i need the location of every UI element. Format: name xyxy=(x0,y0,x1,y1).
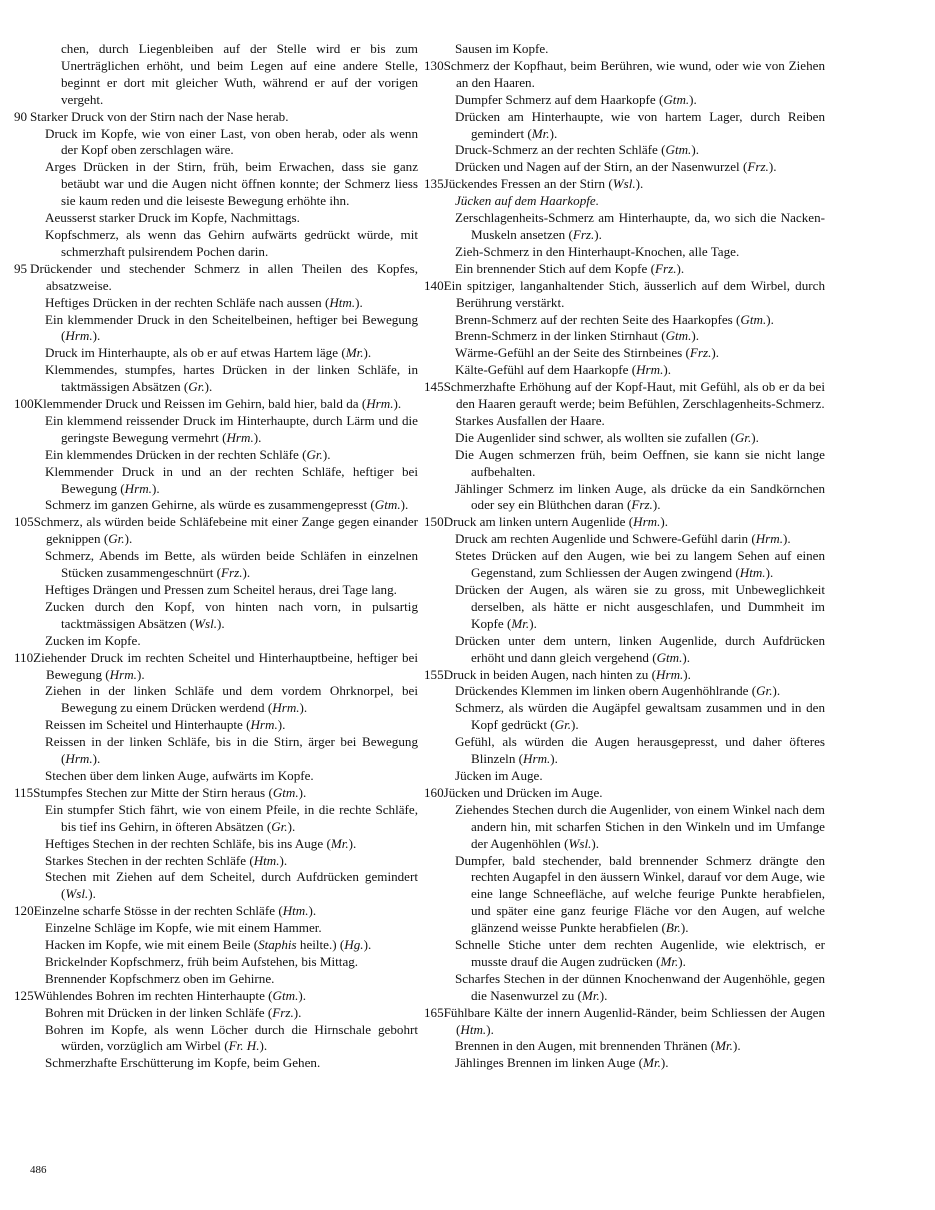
entry-text: Ein spitziger, langanhaltender Stich, äusserlich auf dem Wirbel, durch Berührung verstärkt. xyxy=(443,277,825,310)
entry-text: Brickelnder Kopfschmerz, früh beim Aufstehen, bis Mittag. xyxy=(45,953,359,969)
entry-text: Zieh-Schmerz in den Hinterhaupt-Knochen, alle Tage. xyxy=(455,243,740,259)
entry-text: Drückender und stechender Schmerz in allen Theilen des Kopfes, absatzweise. xyxy=(30,260,418,293)
entry-text: Druck am rechten Augenlide und Schwere-Gefühl darin (Hrm.). xyxy=(455,531,791,547)
symptom-entry xyxy=(30,853,418,870)
entry-number: 165 xyxy=(424,1004,444,1020)
entry-text: chen, durch Liegenbleiben auf der Stelle wird er bis zum Unerträglichen erhöht, und beim Legen auf eine andere Stelle, beginnt er dort mit gleicher Wuth, während er auf der vorigen vergeht. xyxy=(61,41,418,107)
entry-text: Jählinger Schmerz im linken Auge, als drücke da ein Sandkörnchen oder sey ein Blüthchen daran (Frz.). xyxy=(455,480,825,513)
symptom-entry xyxy=(440,210,825,244)
symptom-entry xyxy=(30,345,418,362)
entry-text: Aeusserst starker Druck im Kopfe, Nachmittags. xyxy=(45,210,300,226)
symptom-entry xyxy=(30,548,418,582)
symptom-entry xyxy=(440,1038,825,1055)
symptom-entry xyxy=(440,683,825,700)
symptom-entry xyxy=(30,362,418,396)
entry-number: 145 xyxy=(424,379,444,395)
entry-text: Kälte-Gefühl auf dem Haarkopfe (Hrm.). xyxy=(455,362,671,378)
entry-number: 155 xyxy=(424,666,444,682)
symptom-entry: 95Drückender und stechender Schmerz in allen Theilen des Kopfes, absatzweise. xyxy=(14,260,418,293)
entry-text: Bohren mit Drücken in der linken Schläfe (Frz.). xyxy=(45,1004,302,1020)
symptom-entry xyxy=(440,142,825,159)
symptom-entry xyxy=(440,531,825,548)
symptom-entry xyxy=(440,1055,825,1072)
left-column xyxy=(14,41,418,1072)
entry-text: Zucken durch den Kopf, von hinten nach vorn, in pulsartig tacktmässigen Absätzen (Wsl.). xyxy=(45,598,418,631)
entry-text: Starkes Stechen in der rechten Schläfe (Htm.). xyxy=(45,852,288,868)
entry-text: Ziehendes Stechen durch die Augenlider, von einem Winkel nach dem andern hin, mit scharfen Stichen in den Winkeln und im Umfange der Augenhöhlen (Wsl.). xyxy=(455,801,825,851)
symptom-entry xyxy=(440,582,825,633)
entry-text: Drücken unter dem untern, linken Augenlide, durch Aufdrücken erhöht und dann gleich vergehend (Gtm.). xyxy=(455,632,825,665)
symptom-entry xyxy=(440,362,825,379)
entry-text: Hacken im Kopfe, wie mit einem Beile (Staphis heilte.) (Hg.). xyxy=(45,937,372,953)
entry-text: Wühlendes Bohren im rechten Hinterhaupte (Gtm.). xyxy=(33,987,307,1003)
symptom-entry xyxy=(424,277,825,312)
symptom-entry xyxy=(14,649,418,684)
symptom-entry xyxy=(424,379,825,413)
symptom-entry xyxy=(424,1004,825,1039)
symptom-entry xyxy=(440,345,825,362)
entry-text: Schmerz im ganzen Gehirne, als würde es zusammengepresst (Gtm.). xyxy=(45,497,409,513)
symptom-entry: 90Starker Druck von der Stirn nach der Nase herab. xyxy=(14,108,289,124)
symptom-entry xyxy=(440,548,825,582)
symptom-entry xyxy=(30,582,418,599)
symptom-entry xyxy=(424,57,825,92)
entry-text: Dumpfer, bald stechender, bald brennender Schmerz drängte den rechten Augapfel in den äussern Winkel, darauf vor dem Auge, wie eine lange Schneefläche, auf welche feurige Punkte herabfielen, und später eine ganz feurige Fläche vor den Augen, auf welche glänzend weisse Punkte herabfielen (Br.). xyxy=(455,852,825,936)
entry-text: Ziehender Druck im rechten Scheitel und Hinterhauptbeine, heftiger bei Bewegung (Hrm.). xyxy=(33,649,418,682)
symptom-entry xyxy=(440,41,825,58)
entry-text: Sausen im Kopfe. xyxy=(455,41,549,56)
symptom-entry xyxy=(30,971,418,988)
symptom-entry xyxy=(30,1055,418,1072)
symptom-entry xyxy=(30,1005,418,1022)
entry-text: Zucken im Kopfe. xyxy=(45,632,141,648)
entry-text: Ein klemmendes Drücken in der rechten Schläfe (Gr.). xyxy=(45,446,331,462)
symptom-entry xyxy=(440,328,825,345)
symptom-entry xyxy=(30,159,418,210)
entry-text: Fühlbare Kälte der innern Augenlid-Ränder, beim Schliessen der Augen (Htm.). xyxy=(443,1004,825,1037)
entry-text: Ziehen in der linken Schläfe und dem vordem Ohrknorpel, bei Bewegung zu einem Drücken werdend (Hrm.). xyxy=(45,683,418,716)
entry-number: 150 xyxy=(424,514,444,530)
entry-number: 125 xyxy=(14,987,34,1003)
entry-text: Klemmender Druck und Reissen im Gehirn, bald hier, bald da (Hrm.). xyxy=(33,396,402,412)
symptom-entry xyxy=(30,1022,418,1056)
symptom-entry xyxy=(30,802,418,836)
symptom-entry xyxy=(440,430,825,447)
entry-number: 100 xyxy=(14,396,34,412)
symptom-entry xyxy=(14,396,418,413)
symptom-entry xyxy=(424,514,825,531)
symptom-entry xyxy=(30,599,418,633)
symptom-entry xyxy=(440,261,825,278)
entry-text: Heftiges Stechen in der rechten Schläfe, bis ins Auge (Mr.). xyxy=(45,835,357,851)
symptom-entry xyxy=(30,295,418,312)
entry-text: Druck im Kopfe, wie von einer Last, von oben herab, oder als wenn der Kopf oben zerschlagen wäre. xyxy=(45,125,418,158)
symptom-entry xyxy=(14,784,418,802)
entry-text: Zerschlagenheits-Schmerz am Hinterhaupte, da, wo sich die Nacken-Muskeln ansetzen (Frz.). xyxy=(455,210,825,242)
symptom-entry xyxy=(30,312,418,346)
entry-number: 140 xyxy=(424,277,444,293)
symptom-entry xyxy=(440,159,825,176)
entry-text: Drückendes Klemmen im linken obern Augenhöhlrande (Gr.). xyxy=(455,683,781,699)
entry-text: Schmerz, als würden beide Schläfebeine mit einer Zange gegen einander geknippen (Gr.). xyxy=(33,514,418,547)
entry-text: Reissen im Scheitel und Hinterhaupte (Hrm.). xyxy=(45,717,286,733)
entry-number: 120 xyxy=(14,903,34,919)
symptom-entry xyxy=(30,869,418,903)
entry-text: Schmerz, als würden die Augäpfel gewaltsam zusammen und in den Kopf gedrückt (Gr.). xyxy=(455,700,825,733)
symptom-entry xyxy=(30,464,418,498)
symptom-entry xyxy=(440,734,825,768)
entry-text: Arges Drücken in der Stirn, früh, beim Erwachen, dass sie ganz betäubt war und die Augen nicht öffnen konnte; der Schmerz liess sie kaum reden und die leiseste Bewegung erhöhte ihn. xyxy=(45,159,418,209)
symptom-entry xyxy=(440,937,825,971)
entry-text: Druck im Hinterhaupte, als ob er auf etwas Hartem läge (Mr.). xyxy=(45,345,372,361)
symptom-entry xyxy=(424,784,825,802)
entry-text: Ein klemmender Druck in den Scheitelbeinen, heftiger bei Bewegung (Hrm.). xyxy=(45,311,418,344)
entry-text: Schmerzhafte Erschütterung im Kopfe, beim Gehen. xyxy=(45,1055,321,1071)
entry-text: Ein brennender Stich auf dem Kopfe (Frz.). xyxy=(455,260,685,276)
entry-text: Die Augen schmerzen früh, beim Oeffnen, sie kann sie nicht lange aufbehalten. xyxy=(455,446,825,479)
entry-text: Einzelne scharfe Stösse in der rechten Schläfe (Htm.). xyxy=(33,903,317,919)
entry-text: Drücken und Nagen auf der Stirn, an der Nasenwurzel (Frz.). xyxy=(455,159,777,175)
entry-text: Kopfschmerz, als wenn das Gehirn aufwärts gedrückt würde, mit schmerzhaft pulsirendem Pochen darin. xyxy=(45,226,418,259)
entry-text: Jählinges Brennen im linken Auge (Mr.). xyxy=(455,1055,669,1071)
symptom-entry xyxy=(30,920,418,937)
symptom-entry xyxy=(30,413,418,447)
right-column xyxy=(424,41,825,1072)
entry-text: Einzelne Schläge im Kopfe, wie mit einem Hammer. xyxy=(45,920,322,936)
entry-text: Jücken und Drücken im Auge. xyxy=(443,784,603,800)
entry-text: Druck-Schmerz an der rechten Schläfe (Gtm.). xyxy=(455,142,699,158)
symptom-entry xyxy=(440,193,825,210)
entry-number: 115 xyxy=(14,784,34,800)
symptom-entry xyxy=(440,244,825,261)
symptom-entry xyxy=(30,210,418,227)
entry-text: Brenn-Schmerz auf der rechten Seite des Haarkopfes (Gtm.). xyxy=(455,311,774,327)
page-number: 486 xyxy=(30,1164,47,1176)
symptom-entry xyxy=(30,768,418,785)
symptom-entry xyxy=(440,971,825,1005)
entry-number: 160 xyxy=(424,784,444,800)
symptom-entry xyxy=(30,227,418,261)
entry-text: Druck in beiden Augen, nach hinten zu (Hrm.). xyxy=(443,666,691,682)
symptom-entry xyxy=(440,109,825,143)
symptom-entry xyxy=(440,481,825,515)
entry-number: 135 xyxy=(424,176,444,192)
entry-text: Ein klemmend reissender Druck im Hinterhaupte, durch Lärm und die geringste Bewegung vermehrt (Hrm.). xyxy=(45,412,418,445)
entry-text: Ein stumpfer Stich fährt, wie von einem Pfeile, in die rechte Schläfe, bis tief ins Gehirn, in öfteren Absätzen (Gr.). xyxy=(45,801,418,834)
symptom-entry xyxy=(30,836,418,853)
symptom-entry xyxy=(440,92,825,109)
entry-text: Stumpfes Stechen zur Mitte der Stirn heraus (Gtm.). xyxy=(33,784,307,800)
symptom-entry xyxy=(30,633,418,650)
entry-text: Brennender Kopfschmerz oben im Gehirne. xyxy=(45,970,275,986)
entry-text: Drücken am Hinterhaupte, wie von hartem Lager, durch Reiben gemindert (Mr.). xyxy=(455,108,825,141)
entry-text: Stechen mit Ziehen auf dem Scheitel, durch Aufdrücken gemindert (Wsl.). xyxy=(45,869,418,902)
entry-text: Die Augenlider sind schwer, als wollten sie zufallen (Gr.). xyxy=(455,429,759,445)
entry-text: Gefühl, als würden die Augen herausgepresst, und daher öfteres Blinzeln (Hrm.). xyxy=(455,734,825,767)
symptom-entry xyxy=(440,312,825,329)
entry-text: Reissen in der linken Schläfe, bis in die Stirn, ärger bei Bewegung (Hrm.). xyxy=(45,734,418,767)
symptom-entry xyxy=(424,666,825,684)
entry-number: 110 xyxy=(14,649,34,665)
symptom-entry xyxy=(30,683,418,717)
entry-text: Stechen über dem linken Auge, aufwärts im Kopfe. xyxy=(45,767,314,783)
symptom-entry xyxy=(30,126,418,160)
symptom-entry xyxy=(30,41,418,109)
entry-text: Klemmender Druck in und an der rechten Schläfe, heftiger bei Bewegung (Hrm.). xyxy=(45,463,418,496)
symptom-entry xyxy=(440,447,825,481)
entry-text: Starkes Ausfallen der Haare. xyxy=(455,412,605,428)
symptom-entry xyxy=(14,987,418,1005)
symptom-entry xyxy=(14,903,418,920)
entry-text: Drücken der Augen, als wären sie zu gross, mit Unbeweglichkeit derselben, als hätte er nicht ausgeschlafen, und Dummheit im Kopfe (Mr.). xyxy=(455,582,825,631)
entry-text: Dumpfer Schmerz auf dem Haarkopfe (Gtm.). xyxy=(455,91,697,107)
entry-text: Brenn-Schmerz in der linken Stirnhaut (Gtm.). xyxy=(455,328,700,344)
entry-number: 130 xyxy=(424,57,444,73)
symptom-entry xyxy=(440,853,825,938)
entry-text: Brennen in den Augen, mit brennenden Thränen (Mr.). xyxy=(455,1038,741,1054)
entry-text: Starker Druck von der Stirn nach der Nase herab. xyxy=(30,108,289,124)
symptom-entry xyxy=(424,176,825,193)
entry-number: 105 xyxy=(14,514,34,530)
entry-text: Druck am linken untern Augenlide (Hrm.). xyxy=(443,514,669,530)
entry-text: Klemmendes, stumpfes, hartes Drücken in der linken Schläfe, in taktmässigen Absätzen (Gr.). xyxy=(45,362,418,395)
entry-text: Wärme-Gefühl an der Seite des Stirnbeines (Frz.). xyxy=(455,345,720,361)
symptom-entry xyxy=(30,447,418,464)
entry-text: Scharfes Stechen in der dünnen Knochenwand der Augenhöhle, gegen die Nasenwurzel zu (Mr.). xyxy=(455,970,825,1003)
entry-text: Jücken im Auge. xyxy=(455,767,543,783)
symptom-entry xyxy=(14,514,418,548)
entry-text: Jücken auf dem Haarkopfe. xyxy=(455,193,599,209)
entry-text: Jückendes Fressen an der Stirn (Wsl.). xyxy=(443,176,644,192)
symptom-entry xyxy=(440,633,825,667)
entry-text: Schnelle Stiche unter dem rechten Augenlide, wie elektrisch, er musste drauf die Augen zudrücken (Mr.). xyxy=(455,937,825,969)
entry-text: Schmerz der Kopfhaut, beim Berühren, wie wund, oder wie von Ziehen an den Haaren. xyxy=(443,57,825,90)
symptom-entry xyxy=(440,768,825,785)
symptom-entry xyxy=(440,413,825,430)
entry-text: Bohren im Kopfe, als wenn Löcher durch die Hirnschale gebohrt würden, vorzüglich am Wirbel (Fr. H.). xyxy=(45,1021,418,1054)
entry-text: Schmerzhafte Erhöhung auf der Kopf-Haut, mit Gefühl, als ob er da bei den Haaren gerauft werde; beim Befühlen, Zerschlagenheits-Schmerz. xyxy=(443,379,825,412)
symptom-entry xyxy=(440,802,825,853)
symptom-entry xyxy=(30,734,418,768)
symptom-entry xyxy=(30,497,418,514)
symptom-entry xyxy=(440,700,825,734)
entry-text: Heftiges Drücken in der rechten Schläfe nach aussen (Htm.). xyxy=(45,294,363,310)
entry-text: Stetes Drücken auf den Augen, wie bei zu langem Sehen auf einen Gegenstand, zum Schliessen der Augen zwingend (Htm.). xyxy=(455,548,825,581)
symptom-entry xyxy=(30,717,418,734)
symptom-entry xyxy=(30,954,418,971)
entry-text: Heftiges Drängen und Pressen zum Scheitel heraus, drei Tage lang. xyxy=(45,582,397,597)
entry-text: Schmerz, Abends im Bette, als würden beide Schläfen in einzelnen Stücken zusammengeschnürt (Frz.). xyxy=(45,548,418,581)
symptom-entry xyxy=(30,937,418,954)
